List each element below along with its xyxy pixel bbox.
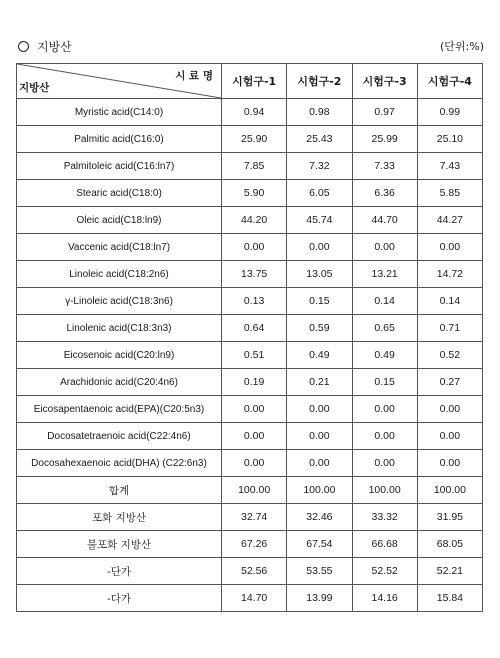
value-cell: 0.00 <box>352 450 417 477</box>
value-cell: 0.00 <box>222 234 287 261</box>
table-row <box>17 504 483 531</box>
fatty-acid-name-cell: Palmitoleic acid(C16:ln7) <box>17 153 222 180</box>
value-cell: 0.14 <box>352 288 417 315</box>
value-cell: 0.00 <box>287 234 352 261</box>
value-cell: 7.85 <box>222 153 287 180</box>
fatty-acid-name-cell: Linoleic acid(C18:2n6) <box>17 261 222 288</box>
value-cell: 0.00 <box>222 423 287 450</box>
value-cell: 13.21 <box>352 261 417 288</box>
table-row <box>17 288 483 315</box>
table-row <box>17 531 483 558</box>
fatty-acid-header: 지방산 <box>19 82 50 94</box>
value-cell: 100.00 <box>352 477 417 504</box>
table-row <box>17 477 483 504</box>
value-cell: 7.32 <box>287 153 352 180</box>
value-cell: 0.49 <box>287 342 352 369</box>
value-cell: 0.00 <box>352 234 417 261</box>
value-cell: 14.16 <box>352 585 417 612</box>
table-row <box>17 207 483 234</box>
table-row <box>17 423 483 450</box>
fatty-acid-name-cell: Palmitic acid(C16:0) <box>17 126 222 153</box>
value-cell: 53.55 <box>287 558 352 585</box>
value-cell: 44.20 <box>222 207 287 234</box>
table-header-row <box>17 64 483 99</box>
value-cell: 0.00 <box>417 234 482 261</box>
column-header: 시험구-4 <box>417 64 482 99</box>
value-cell: 5.90 <box>222 180 287 207</box>
value-cell: 0.00 <box>417 450 482 477</box>
table-row <box>17 585 483 612</box>
value-cell: 100.00 <box>287 477 352 504</box>
value-cell: 0.64 <box>222 315 287 342</box>
fatty-acid-name-cell: Eicosenoic acid(C20:ln9) <box>17 342 222 369</box>
fatty-acid-name-cell: γ-Linoleic acid(C18:3n6) <box>17 288 222 315</box>
fatty-acid-name-cell: Linolenic acid(C18:3n3) <box>17 315 222 342</box>
value-cell: 15.84 <box>417 585 482 612</box>
table-row <box>17 180 483 207</box>
fatty-acid-name-cell: Myristic acid(C14:0) <box>17 99 222 126</box>
value-cell: 0.59 <box>287 315 352 342</box>
fatty-acid-name-cell: 포화 지방산 <box>17 504 222 531</box>
value-cell: 7.43 <box>417 153 482 180</box>
table-row <box>17 153 483 180</box>
table-row <box>17 342 483 369</box>
corner-header-cell <box>17 64 222 99</box>
unit-label: (단위:%) <box>440 40 484 53</box>
column-header: 시험구-1 <box>222 64 287 99</box>
value-cell: 25.99 <box>352 126 417 153</box>
section-title <box>18 38 72 55</box>
value-cell: 0.00 <box>287 396 352 423</box>
value-cell: 52.21 <box>417 558 482 585</box>
value-cell: 0.14 <box>417 288 482 315</box>
value-cell: 32.74 <box>222 504 287 531</box>
value-cell: 0.13 <box>222 288 287 315</box>
value-cell: 0.51 <box>222 342 287 369</box>
value-cell: 33.32 <box>352 504 417 531</box>
table-body <box>17 99 483 612</box>
value-cell: 0.15 <box>287 288 352 315</box>
table-row <box>17 369 483 396</box>
value-cell: 0.49 <box>352 342 417 369</box>
value-cell: 13.99 <box>287 585 352 612</box>
sample-name-header: 시 료 명 <box>175 70 213 82</box>
value-cell: 52.52 <box>352 558 417 585</box>
value-cell: 25.43 <box>287 126 352 153</box>
value-cell: 66.68 <box>352 531 417 558</box>
value-cell: 5.85 <box>417 180 482 207</box>
value-cell: 44.70 <box>352 207 417 234</box>
fatty-acid-name-cell: Stearic acid(C18:0) <box>17 180 222 207</box>
fatty-acid-name-cell: Vaccenic acid(C18:ln7) <box>17 234 222 261</box>
table-row <box>17 450 483 477</box>
value-cell: 100.00 <box>222 477 287 504</box>
value-cell: 44.27 <box>417 207 482 234</box>
section-header <box>14 38 486 58</box>
value-cell: 0.15 <box>352 369 417 396</box>
fatty-acid-name-cell: Oleic acid(C18:ln9) <box>17 207 222 234</box>
value-cell: 0.19 <box>222 369 287 396</box>
value-cell: 14.70 <box>222 585 287 612</box>
value-cell: 0.71 <box>417 315 482 342</box>
circle-bullet-icon <box>18 41 29 52</box>
value-cell: 0.00 <box>287 423 352 450</box>
value-cell: 0.52 <box>417 342 482 369</box>
fatty-acid-name-cell: Arachidonic acid(C20:4n6) <box>17 369 222 396</box>
value-cell: 6.36 <box>352 180 417 207</box>
section-title-text: 지방산 <box>37 40 72 54</box>
table-row <box>17 234 483 261</box>
value-cell: 0.65 <box>352 315 417 342</box>
table-row <box>17 315 483 342</box>
value-cell: 100.00 <box>417 477 482 504</box>
column-header: 시험구-3 <box>352 64 417 99</box>
value-cell: 0.00 <box>222 450 287 477</box>
fatty-acid-name-cell: Eicosapentaenoic acid(EPA)(C20:5n3) <box>17 396 222 423</box>
table-row <box>17 126 483 153</box>
value-cell: 0.98 <box>287 99 352 126</box>
value-cell: 0.99 <box>417 99 482 126</box>
fatty-acid-name-cell: -다가 <box>17 585 222 612</box>
value-cell: 0.00 <box>352 396 417 423</box>
table-row <box>17 99 483 126</box>
value-cell: 0.00 <box>222 396 287 423</box>
value-cell: 67.54 <box>287 531 352 558</box>
value-cell: 32.46 <box>287 504 352 531</box>
table-row <box>17 396 483 423</box>
value-cell: 14.72 <box>417 261 482 288</box>
value-cell: 0.00 <box>417 396 482 423</box>
value-cell: 13.05 <box>287 261 352 288</box>
value-cell: 0.00 <box>352 423 417 450</box>
fatty-acid-table <box>16 63 483 612</box>
table-row <box>17 261 483 288</box>
fatty-acid-name-cell: 합계 <box>17 477 222 504</box>
value-cell: 0.27 <box>417 369 482 396</box>
value-cell: 25.10 <box>417 126 482 153</box>
value-cell: 0.21 <box>287 369 352 396</box>
fatty-acid-name-cell: Docosahexaenoic acid(DHA) (C22:6n3) <box>17 450 222 477</box>
value-cell: 25.90 <box>222 126 287 153</box>
value-cell: 52.56 <box>222 558 287 585</box>
value-cell: 6.05 <box>287 180 352 207</box>
value-cell: 0.94 <box>222 99 287 126</box>
table-row <box>17 558 483 585</box>
value-cell: 31.95 <box>417 504 482 531</box>
column-header: 시험구-2 <box>287 64 352 99</box>
fatty-acid-name-cell: 불포화 지방산 <box>17 531 222 558</box>
value-cell: 0.00 <box>287 450 352 477</box>
value-cell: 67.26 <box>222 531 287 558</box>
fatty-acid-name-cell: -단가 <box>17 558 222 585</box>
value-cell: 45.74 <box>287 207 352 234</box>
value-cell: 0.00 <box>417 423 482 450</box>
value-cell: 68.05 <box>417 531 482 558</box>
value-cell: 13.75 <box>222 261 287 288</box>
value-cell: 7.33 <box>352 153 417 180</box>
fatty-acid-name-cell: Docosatetraenoic acid(C22:4n6) <box>17 423 222 450</box>
value-cell: 0.97 <box>352 99 417 126</box>
